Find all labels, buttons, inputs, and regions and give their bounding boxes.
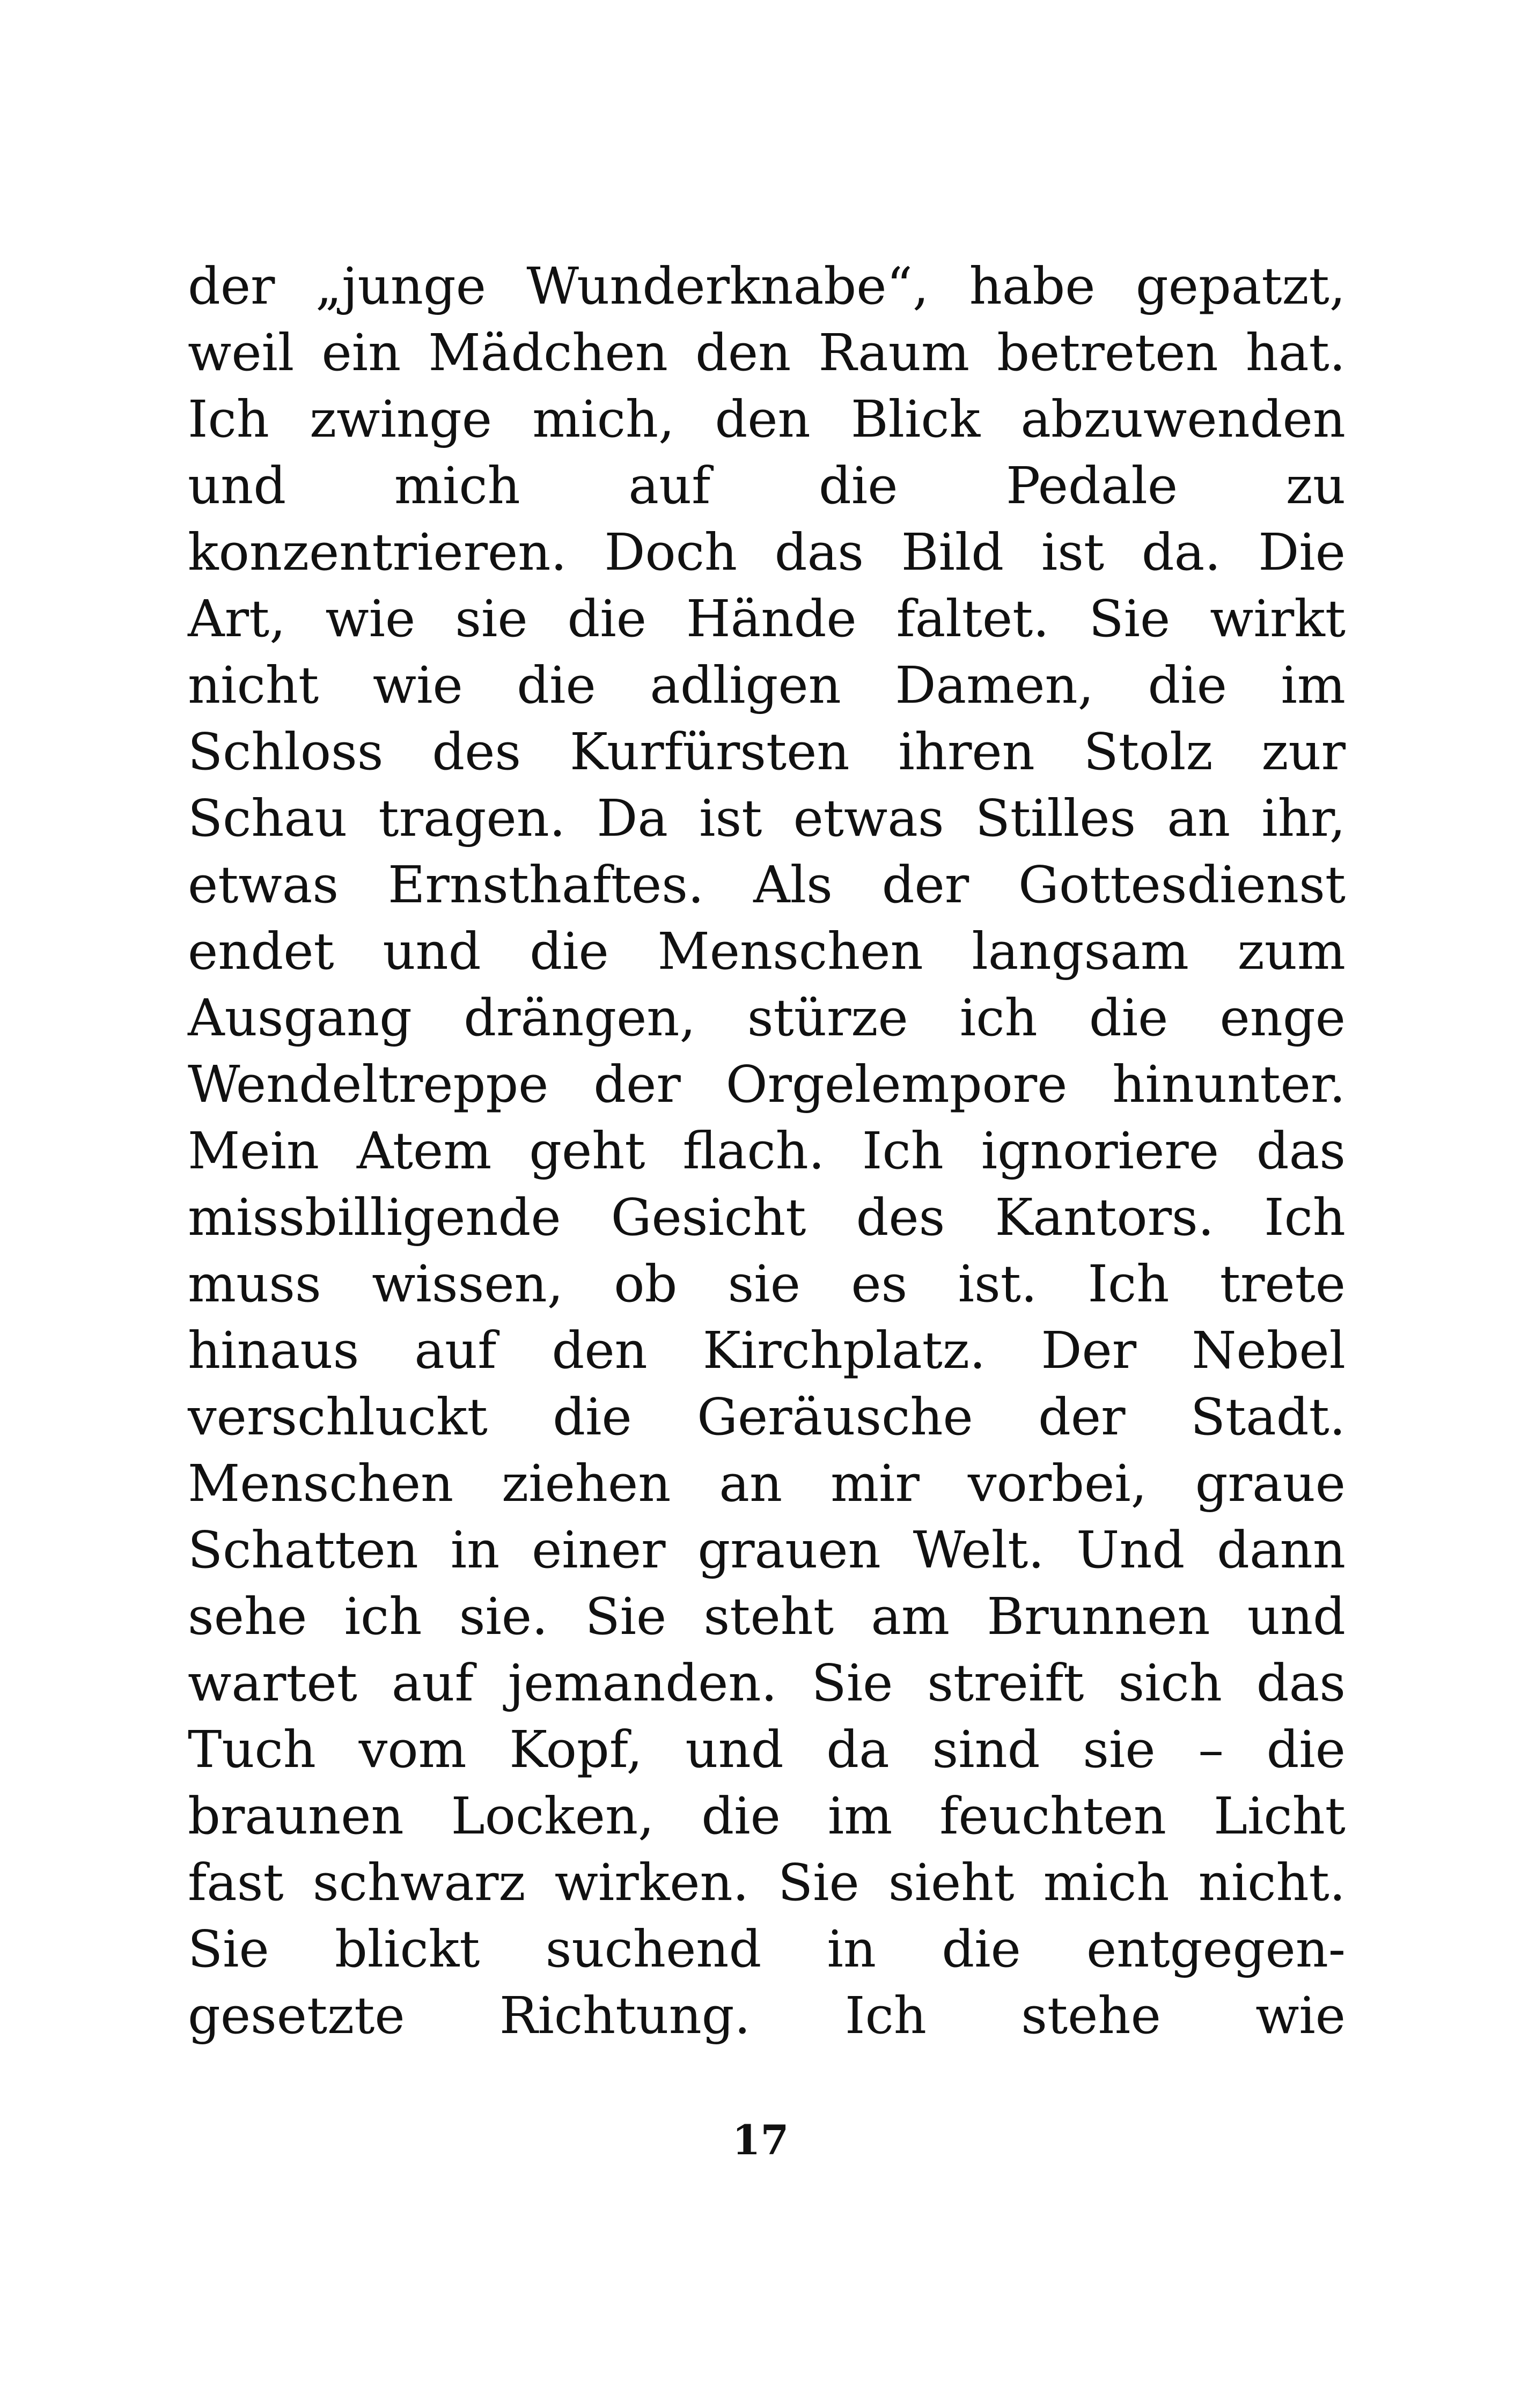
text-line: Schau tragen. Da ist etwas Stilles an ihr, <box>188 789 1346 848</box>
text-line: Menschen ziehen an mir vorbei, graue <box>188 1454 1346 1513</box>
text-line: und mich auf die Pedale zu <box>188 456 1346 516</box>
text-line: wartet auf jemanden. Sie streift sich das <box>188 1654 1346 1713</box>
text-line: weil ein Mädchen den Raum betreten hat. <box>188 323 1346 382</box>
text-line: missbilligende Gesicht des Kantors. Ich <box>188 1188 1346 1247</box>
text-line: Ich zwinge mich, den Blick abzuwenden <box>188 390 1346 449</box>
text-line: gesetzte Richtung. Ich stehe wie <box>188 1986 1346 2045</box>
text-line: Schatten in einer grauen Welt. Und dann <box>188 1521 1346 1580</box>
text-line: der „junge Wunderknabe“, habe gepatzt, <box>188 257 1346 316</box>
text-line: Art, wie sie die Hände faltet. Sie wirkt <box>188 590 1346 649</box>
text-line: etwas Ernsthaftes. Als der Gottesdienst <box>188 856 1346 915</box>
text-line: braunen Locken, die im feuchten Licht <box>188 1787 1346 1846</box>
text-line: konzentrieren. Doch das Bild ist da. Die <box>188 523 1346 582</box>
body-text <box>188 253 1346 2049</box>
text-line: Mein Atem geht flach. Ich ignoriere das <box>188 1122 1346 1181</box>
text-line: muss wissen, ob sie es ist. Ich trete <box>188 1255 1346 1314</box>
text-line: Ausgang drängen, stürze ich die enge <box>188 989 1346 1048</box>
page-number: 17 <box>732 2116 789 2164</box>
text-line: nicht wie die adligen Damen, die im <box>188 656 1346 715</box>
text-line: endet und die Menschen langsam zum <box>188 922 1346 981</box>
text-line: fast schwarz wirken. Sie sieht mich nicht. <box>188 1853 1346 1912</box>
text-line: verschluckt die Geräusche der Stadt. <box>188 1388 1346 1447</box>
text-line: hinaus auf den Kirchplatz. Der Nebel <box>188 1321 1346 1380</box>
text-line: sehe ich sie. Sie steht am Brunnen und <box>188 1587 1346 1646</box>
text-line: Wendeltreppe der Orgelempore hinunter. <box>188 1055 1346 1114</box>
text-line: Tuch vom Kopf, und da sind sie – die <box>188 1720 1346 1779</box>
text-line: Sie blickt suchend in die entgegen- <box>188 1920 1346 1979</box>
text-line: Schloss des Kurfürsten ihren Stolz zur <box>188 723 1346 782</box>
